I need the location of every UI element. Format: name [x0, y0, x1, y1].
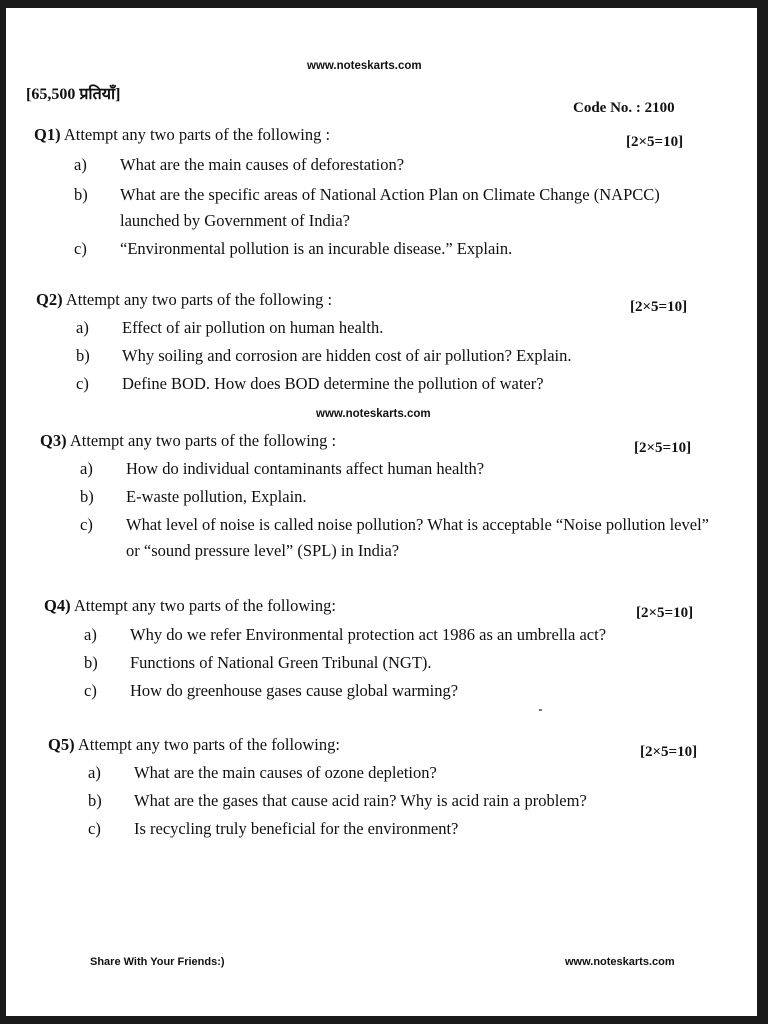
question-part	[84, 622, 730, 648]
part-label: b)	[84, 653, 98, 672]
question-part	[80, 512, 720, 564]
footer-share-text: Share With Your Friends:)	[90, 956, 225, 968]
question-3	[40, 428, 720, 564]
question-number: Q3)	[40, 431, 67, 450]
question-marks: [2×5=10]	[630, 299, 688, 315]
part-label: c)	[76, 374, 89, 393]
question-marks: [2×5=10]	[636, 605, 694, 621]
question-number: Q4)	[44, 596, 71, 615]
part-text: What are the specific areas of National Action Plan on Climate Change (NAPCC) launched by Government of India?	[120, 185, 660, 230]
part-text: Functions of National Green Tribunal (NGT).	[130, 653, 432, 672]
part-label: a)	[88, 763, 101, 782]
question-part	[76, 371, 716, 397]
part-label: c)	[84, 681, 97, 700]
footer-site-link[interactable]: www.noteskarts.com	[565, 956, 675, 968]
site-watermark-middle: www.noteskarts.com	[316, 408, 431, 420]
question-part	[80, 456, 720, 482]
question-part	[74, 236, 714, 262]
part-text: What are the main causes of deforestation?	[120, 155, 405, 174]
part-text: Why soiling and corrosion are hidden cost of air pollution? Explain.	[122, 346, 572, 365]
question-number: Q5)	[48, 735, 75, 754]
question-number: Q1)	[34, 125, 61, 144]
site-watermark-top: www.noteskarts.com	[307, 60, 422, 72]
part-text: Is recycling truly beneficial for the environment?	[134, 819, 459, 838]
question-part	[76, 343, 716, 369]
code-number: Code No. : 2100	[573, 100, 675, 116]
question-part	[88, 760, 728, 786]
question-part	[80, 484, 720, 510]
question-4	[44, 593, 730, 704]
part-text: Why do we refer Environmental protection act 1986 as an umbrella act?	[130, 625, 607, 644]
question-part	[88, 816, 728, 842]
question-number: Q2)	[36, 290, 63, 309]
question-part	[84, 678, 730, 704]
part-label: c)	[80, 515, 93, 534]
part-label: a)	[76, 318, 89, 337]
part-label: a)	[80, 459, 93, 478]
part-text: Effect of air pollution on human health.	[122, 318, 384, 337]
part-text: What are the main causes of ozone depletion?	[134, 763, 437, 782]
part-text: How do greenhouse gases cause global warming?	[130, 681, 459, 700]
question-prompt: Attempt any two parts of the following:	[73, 596, 336, 615]
part-label: b)	[74, 185, 88, 204]
part-text: How do individual contaminants affect human health?	[126, 459, 485, 478]
part-text: “Environmental pollution is an incurable disease.” Explain.	[120, 239, 513, 258]
part-label: b)	[76, 346, 90, 365]
question-part	[74, 152, 714, 178]
part-text: Define BOD. How does BOD determine the pollution of water?	[122, 374, 544, 393]
part-text: What are the gases that cause acid rain? Why is acid rain a problem?	[134, 791, 587, 810]
part-label: a)	[74, 155, 87, 174]
part-label: c)	[88, 819, 101, 838]
question-marks: [2×5=10]	[626, 134, 684, 150]
part-text: What level of noise is called noise pollution? What is acceptable “Noise pollution level” or “sound pressure level” (SPL) in India?	[126, 515, 709, 560]
copies-count: [65,500 प्रतियाँ]	[26, 86, 121, 103]
part-text: E-waste pollution, Explain.	[126, 487, 307, 506]
question-marks: [2×5=10]	[640, 744, 698, 760]
question-prompt: Attempt any two parts of the following :	[63, 125, 331, 144]
question-prompt: Attempt any two parts of the following :	[69, 431, 337, 450]
part-label: b)	[88, 791, 102, 810]
question-marks: [2×5=10]	[634, 440, 692, 456]
scan-speck	[539, 709, 542, 711]
question-1	[34, 122, 714, 262]
question-prompt: Attempt any two parts of the following :	[65, 290, 333, 309]
question-part	[74, 182, 714, 234]
part-label: c)	[74, 239, 87, 258]
question-2	[36, 287, 716, 397]
part-label: b)	[80, 487, 94, 506]
question-part	[84, 650, 730, 676]
question-part	[76, 315, 716, 341]
question-prompt: Attempt any two parts of the following:	[77, 735, 340, 754]
part-label: a)	[84, 625, 97, 644]
question-part	[88, 788, 728, 814]
question-5	[48, 732, 728, 842]
